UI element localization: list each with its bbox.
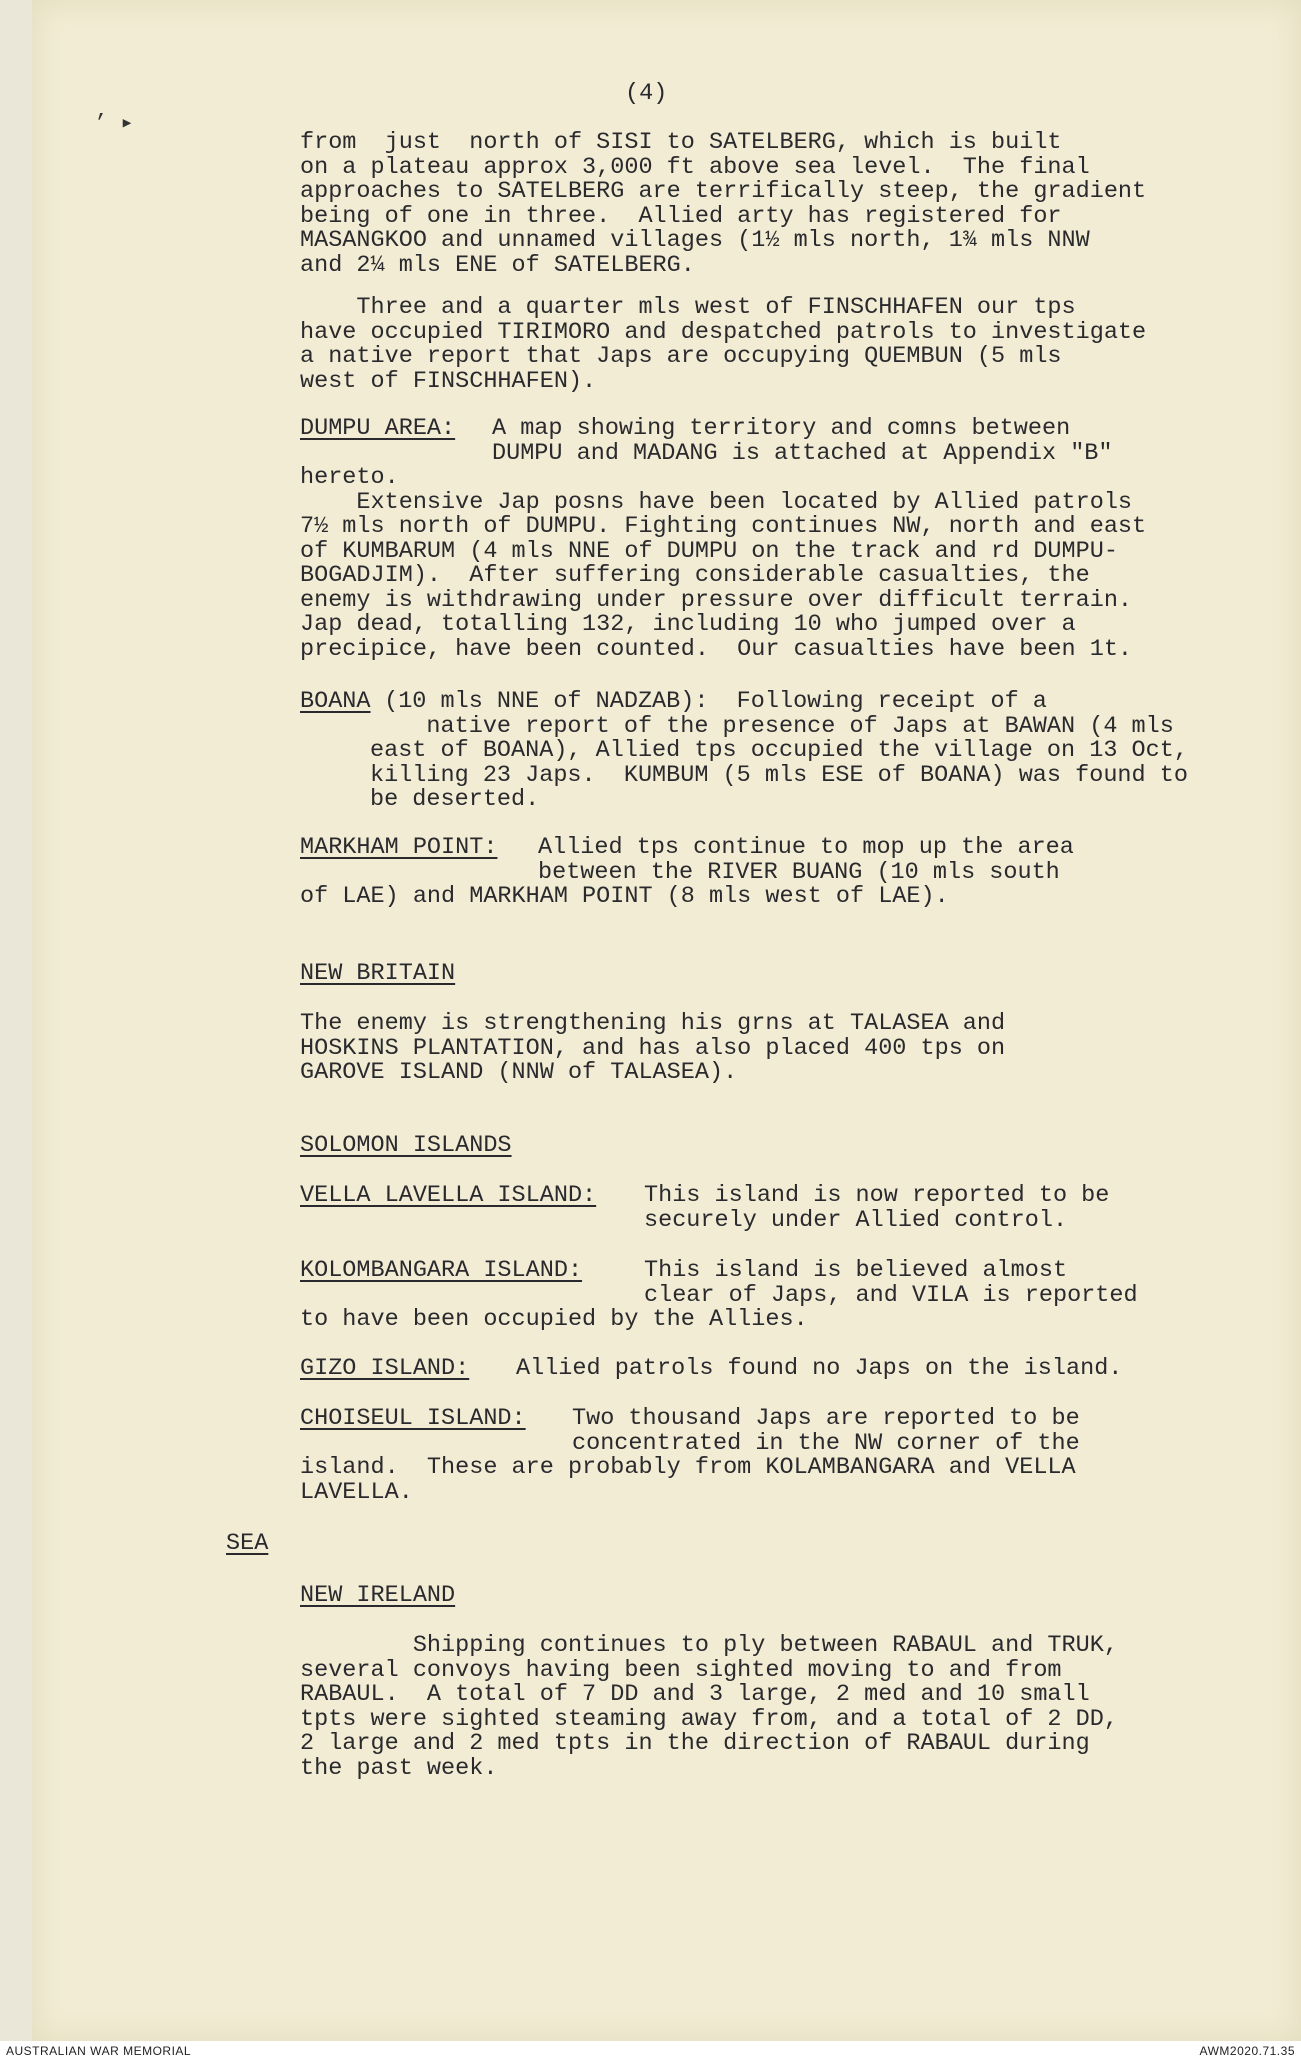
heading-kolombangara: KOLOMBANGARA ISLAND: [300, 1257, 583, 1284]
heading-new-ireland: NEW IRELAND [300, 1582, 456, 1609]
markham-point-text: Allied tps continue to mop up the area between the RIVER BUANG (10 mls south [538, 834, 1074, 886]
dumpu-area-text: A map showing territory and comns between DUMPU and MADANG is attached at Appendix "B" [492, 415, 1113, 467]
kolombangara-text: This island is believed almost clear of Japs, and VILA is reported [644, 1257, 1138, 1309]
footer-reference: AWM2020.71.35 [1199, 2044, 1295, 2058]
choiseul-island-text: Two thousand Japs are reported to be concentrated in the NW corner of the [572, 1405, 1080, 1457]
heading-new-britain: NEW BRITAIN [300, 960, 456, 987]
heading-markham-point: MARKHAM POINT: [300, 834, 498, 861]
choiseul-island-continuation: island. These are probably from KOLAMBANGARA and VELLA LAVELLA. [300, 1454, 1076, 1506]
vella-lavella-text: This island is now reported to be securely under Allied control. [644, 1182, 1110, 1234]
heading-choiseul-island: CHOISEUL ISLAND: [300, 1405, 526, 1432]
heading-dumpu-area: DUMPU AREA: [300, 415, 456, 442]
new-britain-text: The enemy is strengthening his grns at TALASEA and HOSKINS PLANTATION, and has also placed 400 tps on GAROVE ISLAND (NNW of TALASEA). [300, 1010, 1006, 1086]
markham-point-continuation: of LAE) and MARKHAM POINT (8 mls west of LAE). [300, 883, 949, 910]
heading-boana: BOANA [300, 688, 371, 715]
dumpu-area-continuation: hereto. Extensive Jap posns have been located by Allied patrols 7½ mls north of DUMPU. Fighting continues NW, north and east of KUMBARUM (4 mls NNE of DUMPU on the track and rd DUMPU- BOGADJIM). After suffering considerable casualties, the enemy is withdrawing under pressure over difficult terrain. Jap dead, totalling 132, including 10 who jumped over a precipice, have been counted. Our casualties have been 1t. [300, 464, 1147, 663]
page-number: (4) [625, 80, 668, 107]
paragraph-finschhafen: Three and a quarter mls west of FINSCHHAFEN our tps have occupied TIRIMORO and despatched patrols to investigate a native report that Japs are occupying QUEMBUN (5 mls west of FINSCHHAFEN). [300, 294, 1147, 395]
document-page [32, 0, 1301, 2041]
footer-institution: AUSTRALIAN WAR MEMORIAL [6, 2044, 192, 2058]
archive-footer [0, 2041, 1301, 2061]
paragraph-satelberg: from just north of SISI to SATELBERG, which is built on a plateau approx 3,000 ft above sea level. The final approaches to SATELBERG are terrifically steep, the gradient being of one in three. Allied arty has registered for MASANGKOO and unnamed villages (1½ mls north, 1¾ mls NNW and 2¼ mls ENE of SATELBERG. [300, 129, 1147, 279]
heading-solomon-islands: SOLOMON ISLANDS [300, 1132, 512, 1159]
heading-gizo-island: GIZO ISLAND: [300, 1355, 470, 1382]
margin-marks: ’ ▸ [94, 111, 134, 136]
heading-vella-lavella: VELLA LAVELLA ISLAND: [300, 1182, 597, 1209]
boana-text: (10 mls NNE of NADZAB): Following receipt of a native report of the presence of Japs at BAWAN (4 mls east of BOANA), Allied tps occupied the village on 13 Oct, killing 23 Japs. KUMBUM (5 mls ESE of BOANA) was found to be deserted. [370, 688, 1188, 813]
kolombangara-continuation: to have been occupied by the Allies. [300, 1306, 808, 1333]
heading-sea: SEA [226, 1530, 269, 1557]
new-ireland-text: Shipping continues to ply between RABAUL and TRUK, several convoys having been sighted moving to and from RABAUL. A total of 7 DD and 3 large, 2 med and 10 small tpts were sighted steaming away from, and a total of 2 DD, 2 large and 2 med tpts in the direction of RABAUL during the past week. [300, 1632, 1118, 1782]
gizo-island-text: Allied patrols found no Japs on the island. [516, 1355, 1123, 1382]
